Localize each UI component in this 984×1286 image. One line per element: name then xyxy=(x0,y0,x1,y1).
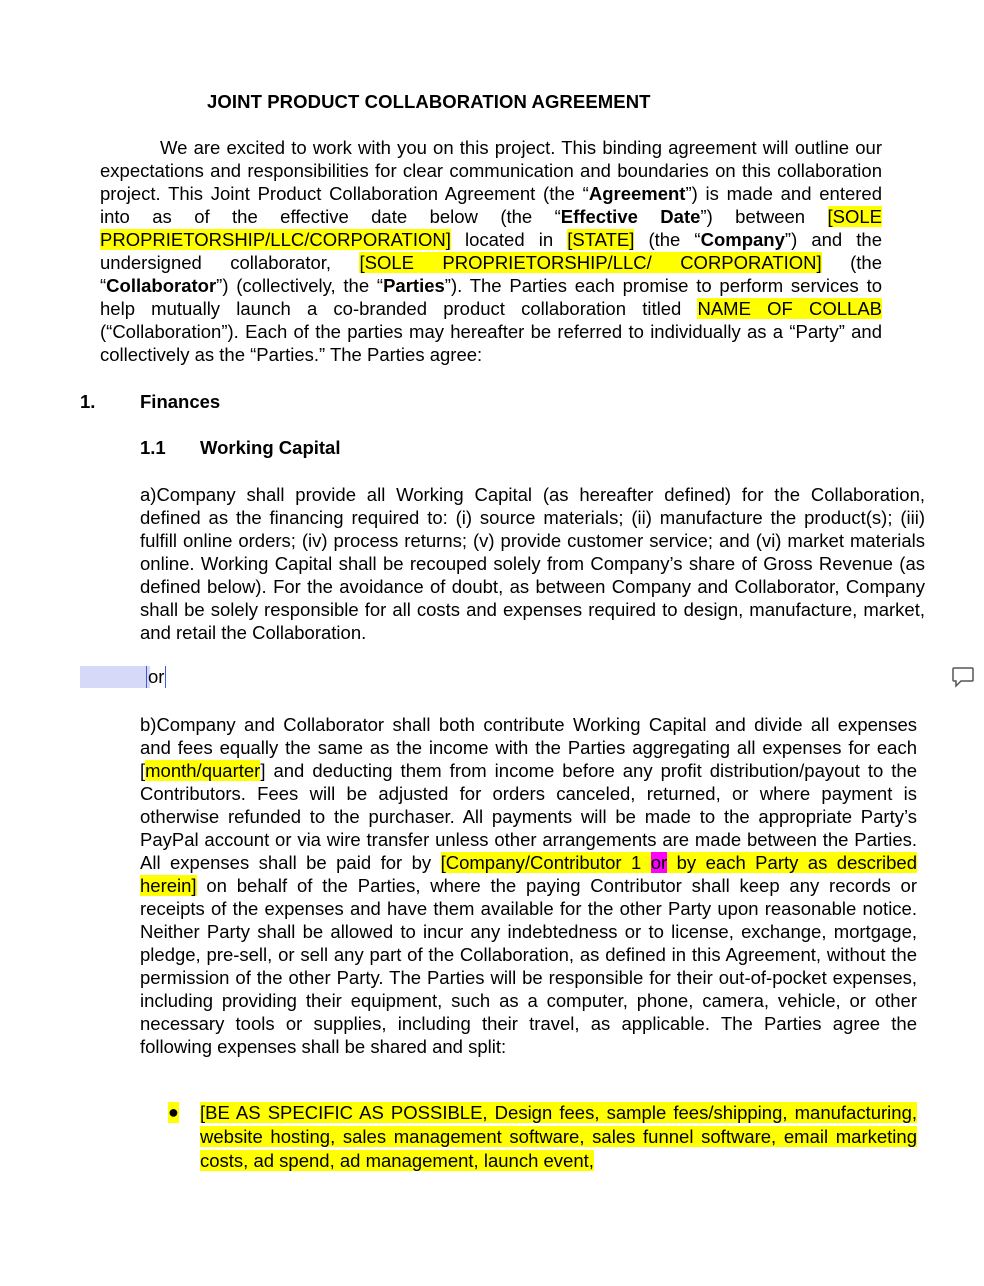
intro-text: (the “ xyxy=(100,252,882,296)
paragraph-b xyxy=(140,713,917,1058)
intro-paragraph xyxy=(100,136,882,366)
paragraph-b-text: ] and deducting them from income before any profit distribution/payout to the Contributors. Fees will be adjusted for orders canceled, returned, or where payment is otherwise refunded to the purchaser. All payments will be made to the appropriate Party’s PayPal account or via wire transfer unless other arrangements are made between the Parties. All expenses shall be paid for by xyxy=(140,760,917,873)
placeholder-collaborator-entity[interactable]: [SOLE PROPRIETORSHIP/LLC/ CORPORATION] xyxy=(359,252,822,273)
intro-text: (“Collaboration”). Each of the parties may hereafter be referred to individually as a “Party” and collectively as the “Parties.” The Parties agree: xyxy=(100,321,882,365)
paragraph-b-text: on behalf of the Parties, where the paying Contributor shall keep any records or receipts of the expenses and have them available for the other Party upon reasonable notice. Neither Party shall be allowed to incur any indebtedness or to license, exchange, mortgage, pledge, pre-sell, or sell any part of the Collaboration, as defined in this Agreement, without the permission of the other Party. The Parties will be responsible for their out-of-pocket expenses, including providing their equipment, such as a computer, phone, camera, vehicle, or other necessary tools or supplies, including their travel, as applicable. The Parties agree the following expenses shall be shared and split: xyxy=(140,875,917,1057)
selection-bar xyxy=(80,666,150,688)
section-title: Finances xyxy=(140,391,221,412)
defined-term-collaborator: Collaborator xyxy=(106,275,217,296)
section-1-1-heading xyxy=(140,437,341,459)
placeholder-state[interactable]: [STATE] xyxy=(567,229,635,250)
defined-term-agreement: Agreement xyxy=(588,183,686,204)
intro-text: ”) between xyxy=(700,206,828,227)
paragraph-b-text: b)Company and Collaborator shall both contribute Working Capital and divide all expenses and fees equally the same as the income with the Parties aggregating all expenses for each [ xyxy=(140,714,917,781)
document-title: JOINT PRODUCT COLLABORATION AGREEMENT xyxy=(207,91,651,112)
or-separator-text[interactable]: or xyxy=(148,666,165,687)
comment-icon[interactable] xyxy=(951,666,975,688)
intro-text: (the “ xyxy=(634,229,701,250)
defined-term-effective-date: Effective Date xyxy=(560,206,701,227)
placeholder-company-entity[interactable]: [SOLE PROPRIETORSHIP/LLC/CORPORATION] xyxy=(100,206,883,250)
intro-text: ”). The Parties each promise to perform services to help mutually launch a co-branded product collaboration titled xyxy=(100,275,882,319)
defined-term-company: Company xyxy=(700,229,785,250)
intro-text: ”) is made and entered into as of the effective date below (the “ xyxy=(100,183,882,227)
placeholder-payer[interactable]: by each Party as described herein] xyxy=(140,852,918,896)
section-number: 1. xyxy=(80,391,96,412)
intro-text: ”) and the undersigned collaborator, xyxy=(100,229,882,273)
placeholder-collab-name[interactable]: NAME OF COLLAB xyxy=(697,298,882,319)
bullet-text[interactable]: [BE AS SPECIFIC AS POSSIBLE, Design fees, sample fees/shipping, manufacturing, website hosting, sales management software, sales funnel software, email marketing costs, ad spend, ad management, launch event, xyxy=(200,1102,917,1171)
defined-term-parties: Parties xyxy=(383,275,445,296)
section-title: Working Capital xyxy=(200,437,341,458)
bullet-marker: ● xyxy=(168,1102,179,1122)
placeholder-period[interactable]: month/quarter xyxy=(145,760,261,781)
bullet-item xyxy=(200,1101,917,1173)
intro-text: located in xyxy=(450,229,568,250)
section-number: 1.1 xyxy=(140,437,166,458)
placeholder-payer[interactable]: [Company/Contributor 1 xyxy=(440,852,651,873)
highlighted-or[interactable]: or xyxy=(650,852,668,873)
intro-text: We are excited to work with you on this project. This binding agreement will outline our expectations and responsibilities for clear communication and boundaries on this collaboration project. This Joint Product Collaboration Agreement (the “ xyxy=(100,137,882,204)
intro-text: ”) (collectively, the “ xyxy=(216,275,384,296)
paragraph-a: a)Company shall provide all Working Capital (as hereafter defined) for the Collaboration, defined as the financing required to: (i) source materials; (ii) manufacture the product(s); (iii) fulfill online orders; (iv) process returns; (v) provide customer service; and (vi) market materials online. Working Capital shall be recouped solely from Company’s share of Gross Revenue (as defined below). For the avoidance of doubt, as between Company and Collaborator, Company shall be solely responsible for all costs and expenses required to design, manufacture, market, and retail the Collaboration. xyxy=(140,484,925,643)
section-1-heading xyxy=(80,391,221,413)
